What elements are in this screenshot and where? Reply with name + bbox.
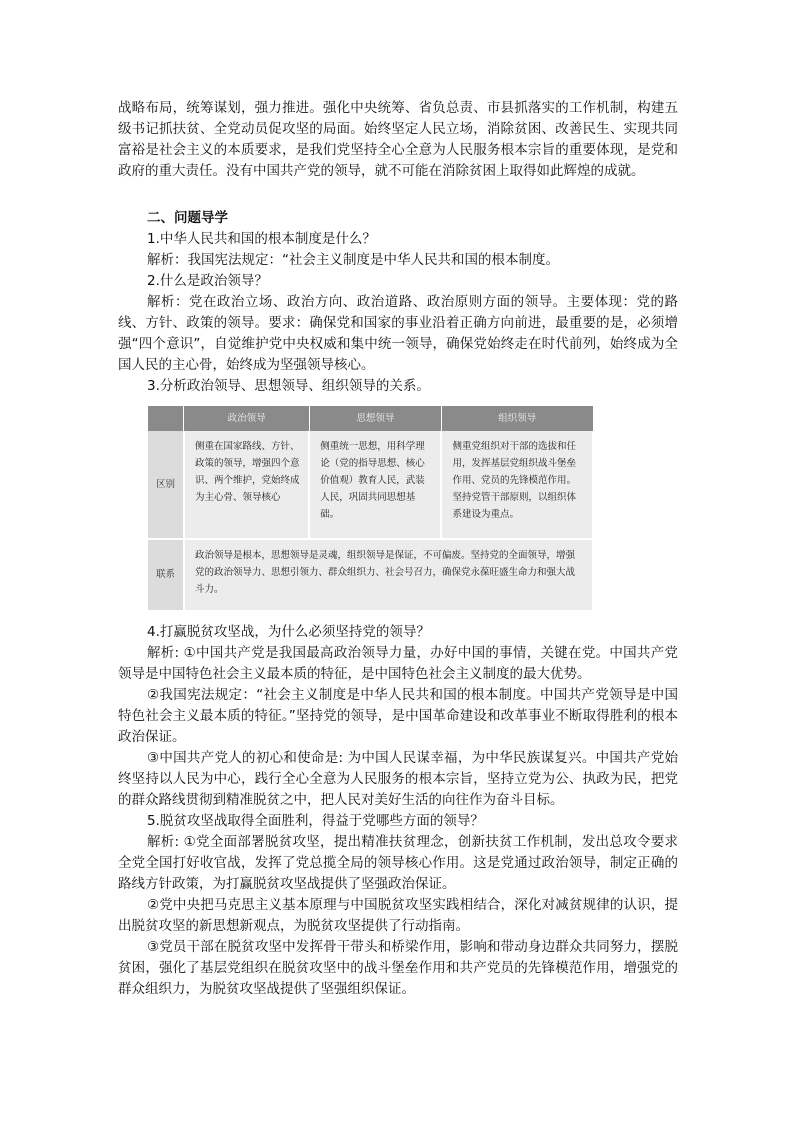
table-header-organizational: 组织领导 <box>441 406 593 431</box>
answer-4-part-3: ③中国共产党人的初心和使命是: 为中国人民谋幸福，为中华民族谋复兴。中国共产党始终坚持以人民为中心，践行全心全意为人民服务的根本宗旨，坚持立党为公、执政为民，把党的群众路线贯彻到精准脱贫之中，把人民对美好生活的向往作为奋斗目标。 <box>118 750 678 808</box>
question-3: 3.分析政治领导、思想领导、组织领导的关系。 <box>147 378 430 394</box>
table-row-connection <box>148 539 593 611</box>
connection-cell: 政治领导是根本，思想领导是灵魂，组织领导是保证，不可偏废。坚持党的全面领导，增强党的政治领导力、思想引领力、群众组织力、社会号召力，确保党永葆旺盛生命力和强大战斗力。 <box>184 539 593 611</box>
comparison-table <box>148 406 594 612</box>
answer-1: 解析：我国宪法规定：“社会主义制度是中华人民共和国的根本制度。 <box>147 252 559 268</box>
answer-2: 解析：党在政治立场、政治方向、政治道路、政治原则方面的领导。主要体现：党的路线、方针、政策的领导。要求：确保党和国家的事业沿着正确方向前进，最重要的是，必须增强“四个意识”，自觉维护党中央权威和集中统一领导，确保党始终走在时代前列，始终成为全国人民的主心骨，始终成为坚强领导核心。 <box>118 294 678 373</box>
table-row-difference <box>148 431 593 539</box>
row-label-connection: 联系 <box>148 539 184 611</box>
intro-paragraph: 战略布局，统筹谋划，强力推进。强化中央统筹、省负总责、市县抓落实的工作机制，构建五级书记抓扶贫、全党动员促攻坚的局面。始终坚定人民立场，消除贫困、改善民生、实现共同富裕是社会主义的本质要求，是我们党坚持全心全意为人民服务根本宗旨的重要体现，是党和政府的重大责任。没有中国共产党的领导，就不可能在消除贫困上取得如此辉煌的成就。 <box>118 100 678 179</box>
difference-ideological: 侧重统一思想，用科学理论（党的指导思想、核心价值观）教育人民，武装人民，巩固共同思想基础。 <box>309 431 441 539</box>
table-header-ideological: 思想领导 <box>309 406 441 431</box>
question-5: 5.脱贫攻坚战取得全面胜利，得益于党哪些方面的领导？ <box>147 813 484 829</box>
answer-4-part-2: ②我国宪法规定：“社会主义制度是中华人民共和国的根本制度。中国共产党领导是中国特色社会主义最本质的特征。”坚持党的领导，是中国革命建设和改革事业不断取得胜利的根本政治保证。 <box>118 687 678 745</box>
difference-organizational: 侧重党组织对干部的选拔和任用，发挥基层党组织战斗堡垒作用、党员的先锋模范作用。坚持党管干部原则，以组织体系建设为重点。 <box>441 431 593 539</box>
difference-political: 侧重在国家路线、方针、政策的领导，增强四个意识、两个维护，党始终成为主心骨、领导核心 <box>184 431 309 539</box>
row-label-difference: 区别 <box>148 431 184 539</box>
page-content <box>118 98 678 1000</box>
answer-4-part-1: 解析: ①中国共产党是我国最高政治领导力量，办好中国的事情，关键在党。中国共产党领导是中国特色社会主义最本质的特征，是中国特色社会主义制度的最大优势。 <box>118 645 678 682</box>
question-1: 1.中华人民共和国的根本制度是什么？ <box>147 231 376 247</box>
answer-5-part-1: 解析: ①党全面部署脱贫攻坚，提出精准扶贫理念，创新扶贫工作机制，发出总攻令要求全党全国打好收官战，发挥了党总揽全局的领导核心作用。这是党通过政治领导，制定正确的路线方针政策，为打赢脱贫攻坚战提供了坚强政治保证。 <box>118 834 678 892</box>
section-title: 二、问题导学 <box>147 210 228 226</box>
table-header-blank <box>148 406 184 431</box>
table-header-row <box>148 406 593 431</box>
answer-5-part-3: ③党员干部在脱贫攻坚中发挥骨干带头和桥梁作用，影响和带动身边群众共同努力，摆脱贫困，强化了基层党组织在脱贫攻坚中的战斗堡垒作用和共产党员的先锋模范作用，增强党的群众组织力，为脱贫攻坚战提供了坚强组织保证。 <box>118 939 678 997</box>
question-2: 2.什么是政治领导？ <box>147 273 268 289</box>
table-header-political: 政治领导 <box>184 406 309 431</box>
answer-5-part-2: ②党中央把马克思主义基本原理与中国脱贫攻坚实践相结合，深化对减贫规律的认识，提出脱贫攻坚的新思想新观点，为脱贫攻坚提供了行动指南。 <box>118 897 678 934</box>
question-4: 4.打赢脱贫攻坚战，为什么必须坚持党的领导？ <box>147 624 430 640</box>
